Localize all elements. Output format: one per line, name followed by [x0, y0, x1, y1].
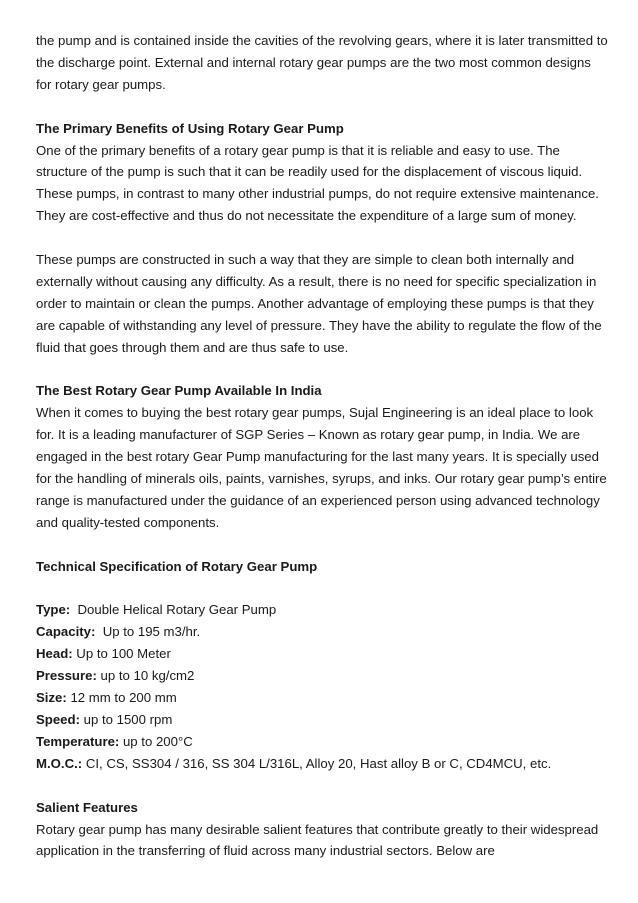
spec-item-size	[36, 687, 608, 709]
spec-value: up to 1500 rpm	[79, 712, 173, 728]
spec-item-moc	[36, 753, 608, 775]
salient-paragraph: Rotary gear pump has many desirable salient features that contribute greatly to their widespread application in the transferring of fluid across many industrial sectors. Below are	[36, 821, 599, 859]
salient-heading: Salient Features	[36, 799, 138, 815]
spec-item-type	[36, 599, 608, 621]
spec-label: M.O.C.:	[36, 755, 83, 771]
best-pump-heading: The Best Rotary Gear Pump Available In India	[36, 383, 322, 399]
spec-label: Head:	[36, 646, 73, 662]
spec-value: CI, CS, SS304 / 316, SS 304 L/316L, Alloy 20, Hast alloy B or C, CD4MCU, etc.	[82, 755, 552, 771]
spec-item-speed	[36, 709, 608, 731]
spec-item-pressure	[36, 665, 608, 687]
spacer	[36, 775, 608, 797]
intro-paragraph: the pump and is contained inside the cavities of the revolving gears, where it is later transmitted to the discharge point. External and internal rotary gear pumps are the two most common designs for rotary gear pumps.	[36, 33, 608, 92]
spec-label: Capacity:	[36, 624, 96, 640]
spacer	[36, 227, 608, 249]
spec-label: Temperature:	[36, 733, 120, 749]
spec-value: up to 200°C	[119, 733, 193, 749]
spec-value: up to 10 kg/cm2	[96, 668, 195, 684]
benefits-paragraph-2: These pumps are constructed in such a way that they are simple to clean both internally and externally without causing any difficulty. As a result, there is no need for specific specialization in order to maintain or clean the pumps. Another advantage of employing these pumps is that they are capable of withstanding any level of pressure. They have the ability to regulate the flow of the fluid that goes through them and are thus safe to use.	[36, 252, 602, 355]
spacer	[36, 359, 608, 381]
benefits-heading: The Primary Benefits of Using Rotary Gear Pump	[36, 120, 344, 136]
spec-label: Type:	[36, 602, 71, 618]
spec-item-temperature	[36, 731, 608, 753]
spec-label: Pressure:	[36, 668, 97, 684]
spacer	[36, 578, 608, 600]
spec-value: Double Helical Rotary Gear Pump	[70, 602, 277, 618]
spacer	[36, 534, 608, 556]
spacer	[36, 96, 608, 118]
spec-value: Up to 195 m3/hr.	[95, 624, 201, 640]
best-pump-paragraph: When it comes to buying the best rotary gear pumps, Sujal Engineering is an ideal place to look for. It is a leading manufacturer of SGP Series – Known as rotary gear pump, in India. We are engaged in the best rotary Gear Pump manufacturing for the last many years. It is specially used for the handling of minerals oils, paints, varnishes, syrups, and inks. Our rotary gear pump’s entire range is manufactured under the guidance of an experienced person using advanced technology and quality-tested components.	[36, 405, 607, 530]
spec-label: Speed:	[36, 712, 80, 728]
spec-label: Size:	[36, 690, 67, 706]
spec-list	[36, 599, 608, 774]
spec-item-capacity	[36, 621, 608, 643]
spec-value: 12 mm to 200 mm	[66, 690, 177, 706]
spec-item-head	[36, 643, 608, 665]
spec-heading: Technical Specification of Rotary Gear Pump	[36, 558, 318, 574]
spec-value: Up to 100 Meter	[72, 646, 171, 662]
benefits-paragraph-1: One of the primary benefits of a rotary gear pump is that it is reliable and easy to use. The structure of the pump is such that it can be readily used for the displacement of viscous liquid. These pumps, in contrast to many other industrial pumps, do not require extensive maintenance. They are cost-effective and thus do not necessitate the expenditure of a large sum of money.	[36, 142, 599, 224]
